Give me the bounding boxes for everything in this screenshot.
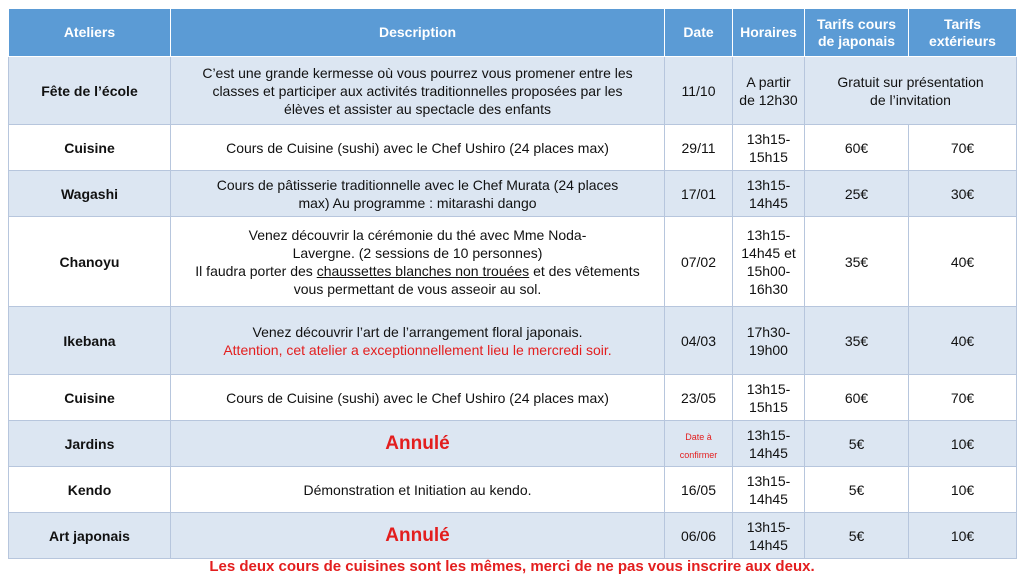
- horaires-line: A partir: [746, 73, 791, 90]
- atelier-date: 04/03: [665, 307, 733, 375]
- atelier-horaires: [733, 467, 805, 513]
- tarif-exterieur: 70€: [909, 125, 1017, 171]
- horaires-line: 14h45: [749, 490, 788, 507]
- atelier-horaires: [733, 421, 805, 467]
- tarif-japonais: 35€: [805, 217, 909, 307]
- tarif-merged: [805, 57, 1017, 125]
- tarif-japonais: 5€: [805, 513, 909, 559]
- atelier-description: Démonstration et Initiation au kendo.: [171, 467, 665, 513]
- horaires-line: 15h15: [749, 398, 788, 415]
- tarif-japonais: 60€: [805, 125, 909, 171]
- date-tbd: confirmer: [679, 449, 718, 460]
- tarif-japonais: 5€: [805, 421, 909, 467]
- table-row: [9, 467, 1017, 513]
- horaires-line: 14h45: [749, 536, 788, 553]
- horaires-line: 13h15-: [746, 380, 791, 397]
- table-row: [9, 421, 1017, 467]
- atelier-name: Fête de l’école: [9, 57, 171, 125]
- horaires-line: 14h45: [749, 444, 788, 461]
- table-row: [9, 57, 1017, 125]
- atelier-name: Cuisine: [9, 375, 171, 421]
- horaires-line: 13h15-: [746, 226, 791, 243]
- horaires-line: 16h30: [749, 280, 788, 297]
- header-tarifs-ext-line1: Tarifs: [943, 15, 982, 32]
- header-ateliers: Ateliers: [9, 9, 171, 57]
- atelier-date: 06/06: [665, 513, 733, 559]
- description-text: et des vêtements vous permettant de vous asseoir au sol.: [293, 262, 640, 297]
- cancelled-label: Annulé: [171, 513, 665, 559]
- atelier-horaires: [733, 513, 805, 559]
- table-row: [9, 307, 1017, 375]
- atelier-date: 11/10: [665, 57, 733, 125]
- tarif-exterieur: 30€: [909, 171, 1017, 217]
- ateliers-table: [8, 8, 1017, 559]
- atelier-horaires: [733, 125, 805, 171]
- atelier-name: Kendo: [9, 467, 171, 513]
- atelier-name: Ikebana: [9, 307, 171, 375]
- horaires-line: 14h45 et: [741, 244, 796, 261]
- horaires-line: 13h15-: [746, 176, 791, 193]
- atelier-date: 07/02: [665, 217, 733, 307]
- atelier-name: Cuisine: [9, 125, 171, 171]
- horaires-line: 15h00-: [746, 262, 791, 279]
- atelier-description: Cours de Cuisine (sushi) avec le Chef Ushiro (24 places max): [171, 125, 665, 171]
- atelier-name: Wagashi: [9, 171, 171, 217]
- horaires-line: 19h00: [749, 341, 788, 358]
- atelier-date: 23/05: [665, 375, 733, 421]
- horaires-line: 13h15-: [746, 518, 791, 535]
- tarif-exterieur: 10€: [909, 421, 1017, 467]
- atelier-horaires: [733, 217, 805, 307]
- atelier-name: Jardins: [9, 421, 171, 467]
- horaires-line: 13h15-: [746, 426, 791, 443]
- header-tarifs-cours-line2: de japonais: [817, 32, 896, 49]
- atelier-date: 29/11: [665, 125, 733, 171]
- atelier-name: Art japonais: [9, 513, 171, 559]
- horaires-line: de 12h30: [739, 91, 798, 108]
- horaires-line: 17h30-: [746, 323, 791, 340]
- header-date: Date: [665, 9, 733, 57]
- table-row: [9, 171, 1017, 217]
- atelier-description: Cours de pâtisserie traditionnelle avec le Chef Murata (24 places max) Au programme : mitarashi dango: [171, 171, 665, 217]
- horaires-line: 13h15-: [746, 130, 791, 147]
- date-tbd: Date à: [685, 431, 712, 442]
- tarif-japonais: 60€: [805, 375, 909, 421]
- tarif-exterieur: 40€: [909, 307, 1017, 375]
- atelier-date: [665, 421, 733, 467]
- tarif-japonais: 35€: [805, 307, 909, 375]
- atelier-horaires: [733, 171, 805, 217]
- header-row: [9, 9, 1017, 57]
- description-text: Venez découvrir l’art de l’arrangement floral japonais.: [252, 323, 583, 340]
- atelier-date: 17/01: [665, 171, 733, 217]
- cancelled-label: Annulé: [171, 421, 665, 467]
- table-row: [9, 217, 1017, 307]
- header-horaires: Horaires: [733, 9, 805, 57]
- tarif-merged-line: Gratuit sur présentation: [837, 73, 984, 90]
- description-text: Il faudra porter des: [195, 262, 317, 279]
- header-tarifs-ext-line2: extérieurs: [929, 32, 996, 49]
- atelier-name: Chanoyu: [9, 217, 171, 307]
- atelier-date: 16/05: [665, 467, 733, 513]
- tarif-exterieur: 10€: [909, 513, 1017, 559]
- atelier-horaires: [733, 375, 805, 421]
- table-row: [9, 375, 1017, 421]
- description-text: Venez découvrir la cérémonie du thé avec Mme Noda-Lavergne. (2 sessions de 10 personnes): [248, 226, 587, 261]
- tarif-japonais: 5€: [805, 467, 909, 513]
- tarif-exterieur: 70€: [909, 375, 1017, 421]
- header-tarifs-cours-line1: Tarifs cours: [816, 15, 897, 32]
- tarif-merged-line: de l’invitation: [870, 91, 951, 108]
- tarif-japonais: 25€: [805, 171, 909, 217]
- table-row: [9, 513, 1017, 559]
- atelier-horaires: [733, 307, 805, 375]
- tarif-exterieur: 40€: [909, 217, 1017, 307]
- header-tarifs-cours: [805, 9, 909, 57]
- description-underlined: chaussettes blanches non trouées: [316, 262, 530, 279]
- horaires-line: 14h45: [749, 194, 788, 211]
- atelier-description: Cours de Cuisine (sushi) avec le Chef Ushiro (24 places max): [171, 375, 665, 421]
- tarif-exterieur: 10€: [909, 467, 1017, 513]
- horaires-line: 15h15: [749, 148, 788, 165]
- table-row: [9, 125, 1017, 171]
- atelier-description: C’est une grande kermesse où vous pourrez vous promener entre les classes et participer aux activités traditionnelles proposées par les élèves et assister au spectacle des enfants: [171, 57, 665, 125]
- header-description: Description: [171, 9, 665, 57]
- atelier-horaires: [733, 57, 805, 125]
- footer-warning: Les deux cours de cuisines sont les mêmes, merci de ne pas vous inscrire aux deux.: [209, 558, 815, 575]
- horaires-line: 13h15-: [746, 472, 791, 489]
- description-warning: Attention, cet atelier a exceptionnellement lieu le mercredi soir.: [223, 341, 612, 358]
- atelier-description: [171, 217, 665, 307]
- header-tarifs-exterieurs: [909, 9, 1017, 57]
- atelier-description: [171, 307, 665, 375]
